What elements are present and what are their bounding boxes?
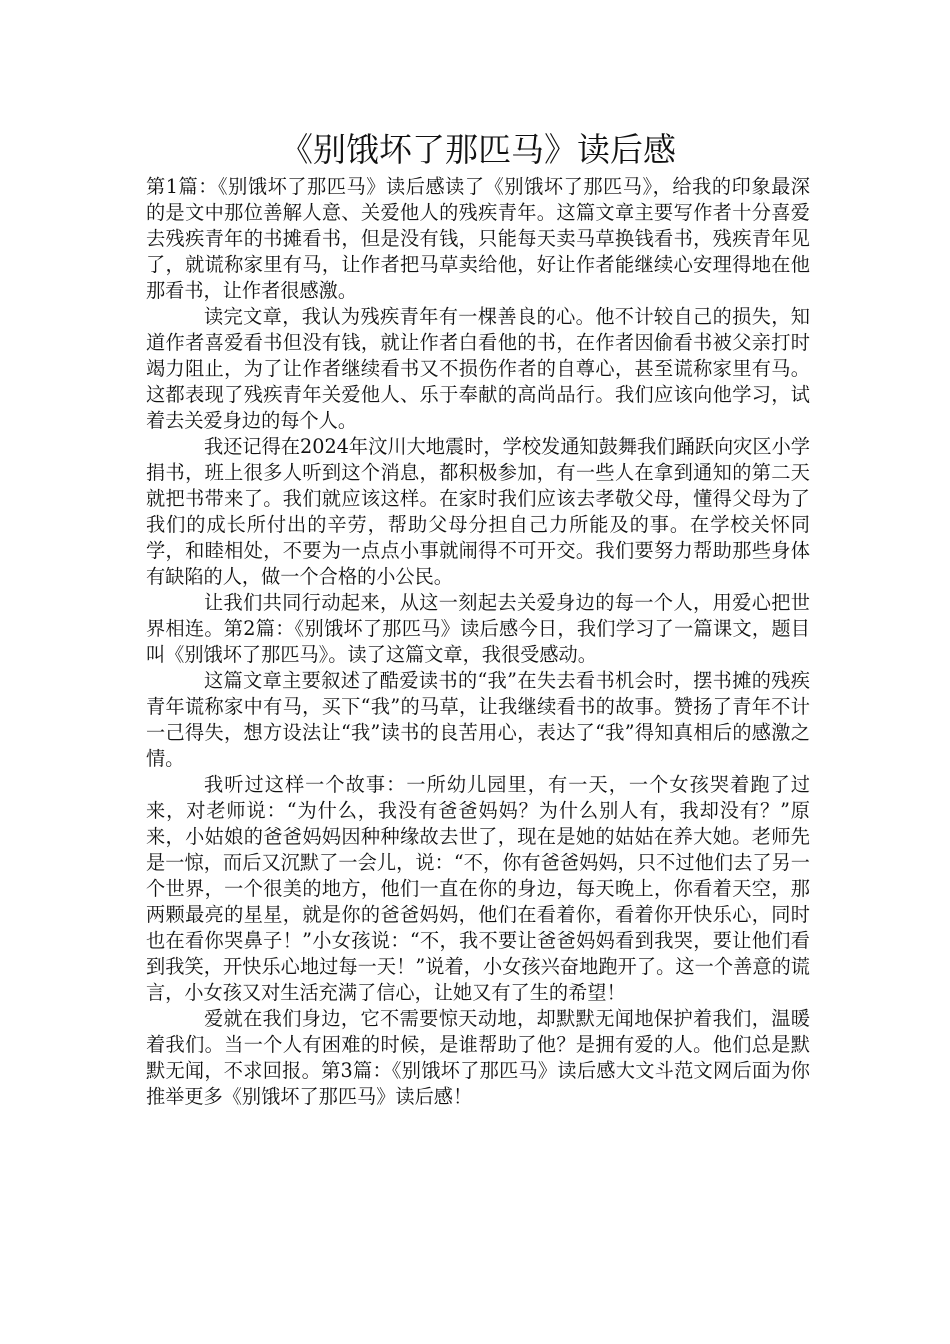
paragraph-2: 读完文章，我认为残疾青年有一棵善良的心。他不计较自己的损失，知道作者喜爱看书但没有钱，就让作者白看他的书，在作者因偷看书被父亲打时竭力阻止，为了让作者继续看书又不损伤作者的自尊心，甚至谎称家里有马。这都表现了残疾青年关爱他人、乐于奉献的高尚品行。我们应该向他学习，试着去关爱身边的每个人。 bbox=[146, 305, 810, 432]
document-title: 《别饿坏了那匹马》读后感 bbox=[280, 130, 676, 169]
document-page bbox=[146, 128, 810, 1110]
paragraph-6: 我听过这样一个故事：一所幼儿园里，有一天，一个女孩哭着跑了过来，对老师说：“为什么，我没有爸爸妈妈？为什么别人有，我却没有？”原来，小姑娘的爸爸妈妈因种种缘故去世了，现在是她的姑姑在养大她。老师先是一惊，而后又沉默了一会儿，说：“不，你有爸爸妈妈，只不过他们去了另一个世界，一个很美的地方，他们一直在你的身边，每天晚上，你看着天空，那两颗最亮的星星，就是你的爸爸妈妈，他们在看着你，看着你开快乐心，同时也在看你哭鼻子！”小女孩说：“不，我不要让爸爸妈妈看到我哭，要让他们看到我笑，开快乐心地过每一天！”说着，小女孩兴奋地跑开了。这一个善意的谎言，小女孩又对生活充满了信心，让她又有了生的希望！ bbox=[146, 773, 810, 1004]
paragraph-4: 让我们共同行动起来，从这一刻起去关爱身边的每一个人，用爱心把世界相连。第2篇：《别饿坏了那匹马》读后感今日，我们学习了一篇课文，题目叫《别饿坏了那匹马》。读了这篇文章，我很受感动。 bbox=[146, 591, 810, 666]
paragraph-5: 这篇文章主要叙述了酷爱读书的“我”在失去看书机会时，摆书摊的残疾青年谎称家中有马，买下“我”的马草，让我继续看书的故事。赞扬了青年不计一己得失，想方设法让“我”读书的良苦用心，表达了“我”得知真相后的感激之情。 bbox=[146, 669, 810, 770]
paragraph-7: 爱就在我们身边，它不需要惊天动地，却默默无闻地保护着我们，温暖着我们。当一个人有困难的时候，是谁帮助了他？是拥有爱的人。他们总是默默无闻，不求回报。第3篇：《别饿坏了那匹马》读后感大文斗范文网后面为你推举更多《别饿坏了那匹马》读后感！ bbox=[146, 1007, 810, 1108]
paragraph-1: 第1篇：《别饿坏了那匹马》读后感读了《别饿坏了那匹马》，给我的印象最深的是文中那位善解人意、关爱他人的残疾青年。这篇文章主要写作者十分喜爱去残疾青年的书摊看书，但是没有钱，只能每天卖马草换钱看书，残疾青年见了，就谎称家里有马，让作者把马草卖给他，好让作者能继续心安理得地在他那看书，让作者很感激。 bbox=[146, 175, 810, 302]
paragraph-3: 我还记得在2024年汶川大地震时，学校发通知鼓舞我们踊跃向灾区小学捐书，班上很多人听到这个消息，都积极参加，有一些人在拿到通知的第二天就把书带来了。我们就应该这样。在家时我们应该去孝敬父母，懂得父母为了我们的成长所付出的辛劳，帮助父母分担自己力所能及的事。在学校关怀同学，和睦相处，不要为一点点小事就闹得不可开交。我们要努力帮助那些身体有缺陷的人，做一个合格的小公民。 bbox=[146, 435, 810, 588]
